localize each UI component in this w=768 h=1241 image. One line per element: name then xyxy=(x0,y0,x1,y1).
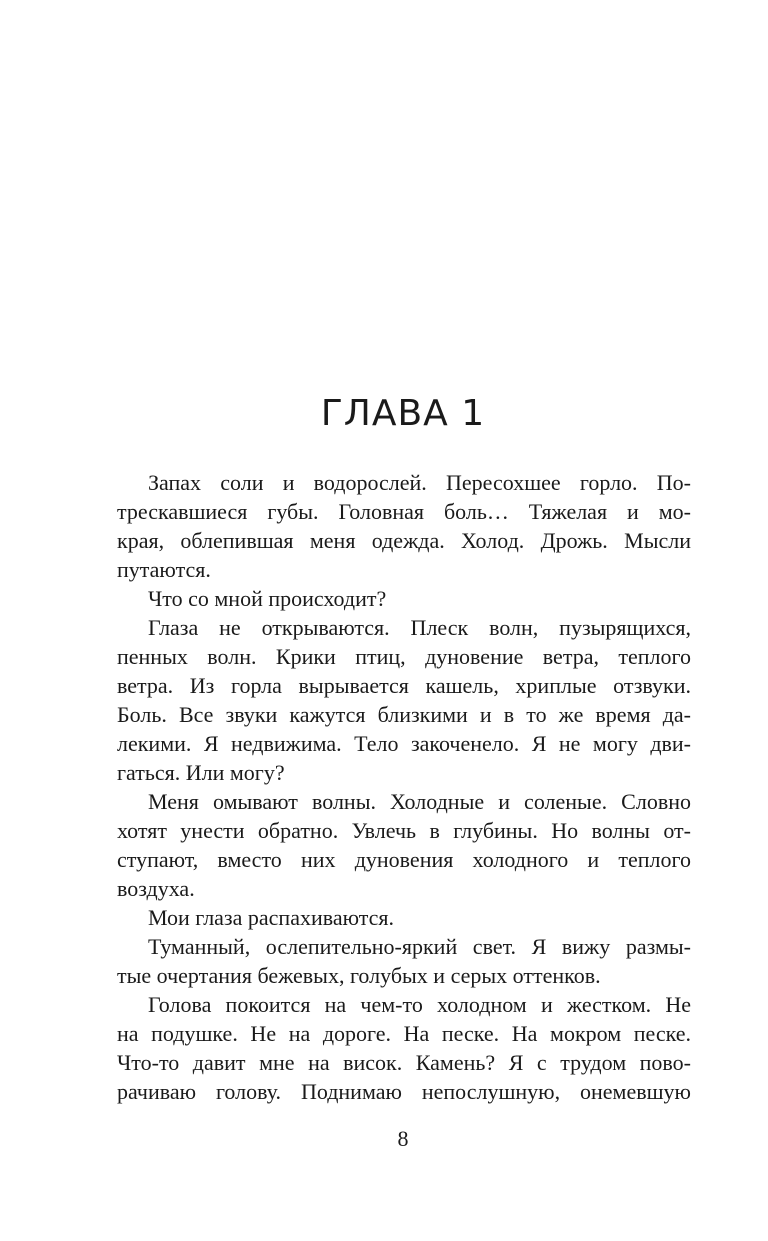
text-line: Мои глаза распахиваются. xyxy=(148,905,395,930)
text-line: путаются. xyxy=(117,557,211,582)
text-line: воздуха. xyxy=(117,876,195,901)
text-line: Что со мной происходит? xyxy=(148,586,387,611)
text-line: Что-то давит мне на висок. Камень? Я с трудом пово- xyxy=(117,1050,691,1075)
text-line: ветра. Из горла вырывается кашель, хриплые отзвуки. xyxy=(117,673,691,698)
text-line: Туманный, ослепительно-яркий свет. Я вижу размы- xyxy=(148,934,691,959)
text-line: гаться. Или могу? xyxy=(117,760,285,785)
text-line: трескавшиеся губы. Головная боль… Тяжелая и мо- xyxy=(117,499,691,524)
text-line: ступают, вместо них дуновения холодного и теплого xyxy=(117,847,691,872)
page-number: 8 xyxy=(397,1126,409,1151)
chapter-text xyxy=(117,468,691,1106)
text-line: пенных волн. Крики птиц, дуновение ветра, теплого xyxy=(117,644,691,669)
text-line: на подушке. Не на дороге. На песке. На мокром песке. xyxy=(117,1021,691,1046)
text-line: хотят унести обратно. Увлечь в глубины. Но волны от- xyxy=(117,818,691,843)
text-line: Боль. Все звуки кажутся близкими и в то же время да- xyxy=(117,702,691,727)
chapter-title: ГЛАВА 1 xyxy=(320,393,486,434)
text-line: Глаза не открываются. Плеск волн, пузырящихся, xyxy=(148,615,691,640)
text-line: рачиваю голову. Поднимаю непослушную, онемевшую xyxy=(117,1079,691,1104)
text-line: Запах соли и водорослей. Пересохшее горло. По- xyxy=(148,470,691,495)
text-line: края, облепившая меня одежда. Холод. Дрожь. Мысли xyxy=(117,528,691,553)
text-line: лекими. Я недвижима. Тело закоченело. Я не могу дви- xyxy=(117,731,691,756)
text-line: тые очертания бежевых, голубых и серых оттенков. xyxy=(117,963,601,988)
text-line: Голова покоится на чем-то холодном и жестком. Не xyxy=(148,992,691,1017)
text-line: Меня омывают волны. Холодные и соленые. Словно xyxy=(148,789,691,814)
